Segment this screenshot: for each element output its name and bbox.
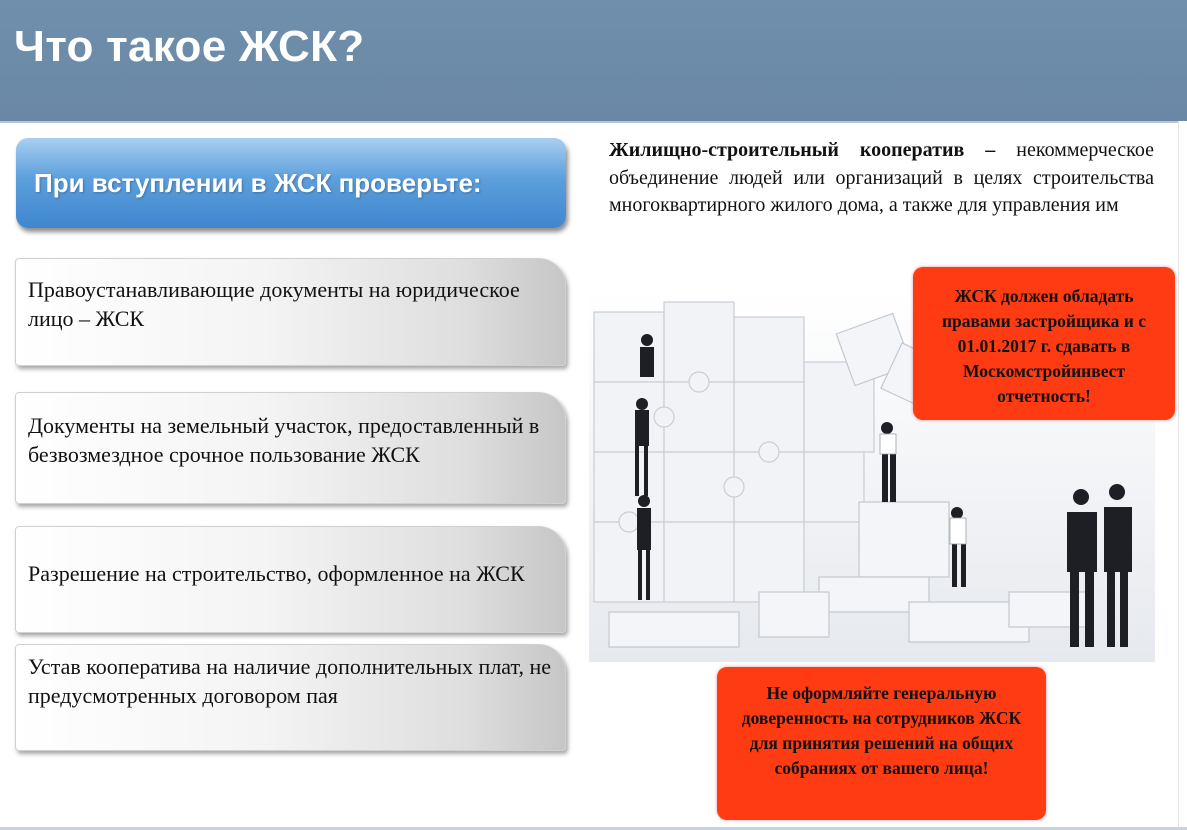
callout-power-of-attorney xyxy=(717,667,1046,820)
slide-title: Что такое ЖСК? xyxy=(14,22,365,71)
callout-developer-rights xyxy=(913,267,1175,420)
callout-developer-rights-text: ЖСК должен обладать правами застройщика и с 01.01.2017 г. сдавать в Москомстройинвест отчетность! xyxy=(941,286,1147,406)
definition-body: некоммерческое объединение людей или организаций в целях строительства многоквартирного жилого дома, а также для управления им xyxy=(609,139,1155,216)
check-item-1 xyxy=(15,258,566,366)
check-heading: При вступлении в ЖСК проверьте: xyxy=(34,168,482,198)
check-item-text: Разрешение на строительство, оформленное на ЖСК xyxy=(28,561,525,586)
definition-dash: – xyxy=(964,139,1017,161)
definition-term: Жилищно-строительный кооператив xyxy=(609,139,965,161)
definition-text xyxy=(609,137,1154,220)
check-heading-box xyxy=(16,138,566,228)
check-item-text: Устав кооператива на наличие дополнительных плат, не предусмотренных договором пая xyxy=(28,654,552,708)
check-item-2 xyxy=(15,392,566,504)
check-item-text: Правоустанавливающие документы на юридическое лицо – ЖСК xyxy=(28,277,520,331)
right-border xyxy=(1178,121,1187,830)
check-item-text: Документы на земельный участок, предоставленный в безвозмездное срочное пользование ЖСК xyxy=(28,413,540,467)
check-item-3 xyxy=(15,526,566,633)
title-bar xyxy=(0,0,1187,123)
callout-power-of-attorney-text: Не оформляйте генеральную доверенность на сотрудников ЖСК для принятия решений на общих собраниях от вашего лица! xyxy=(741,683,1022,778)
check-item-4 xyxy=(15,644,566,751)
